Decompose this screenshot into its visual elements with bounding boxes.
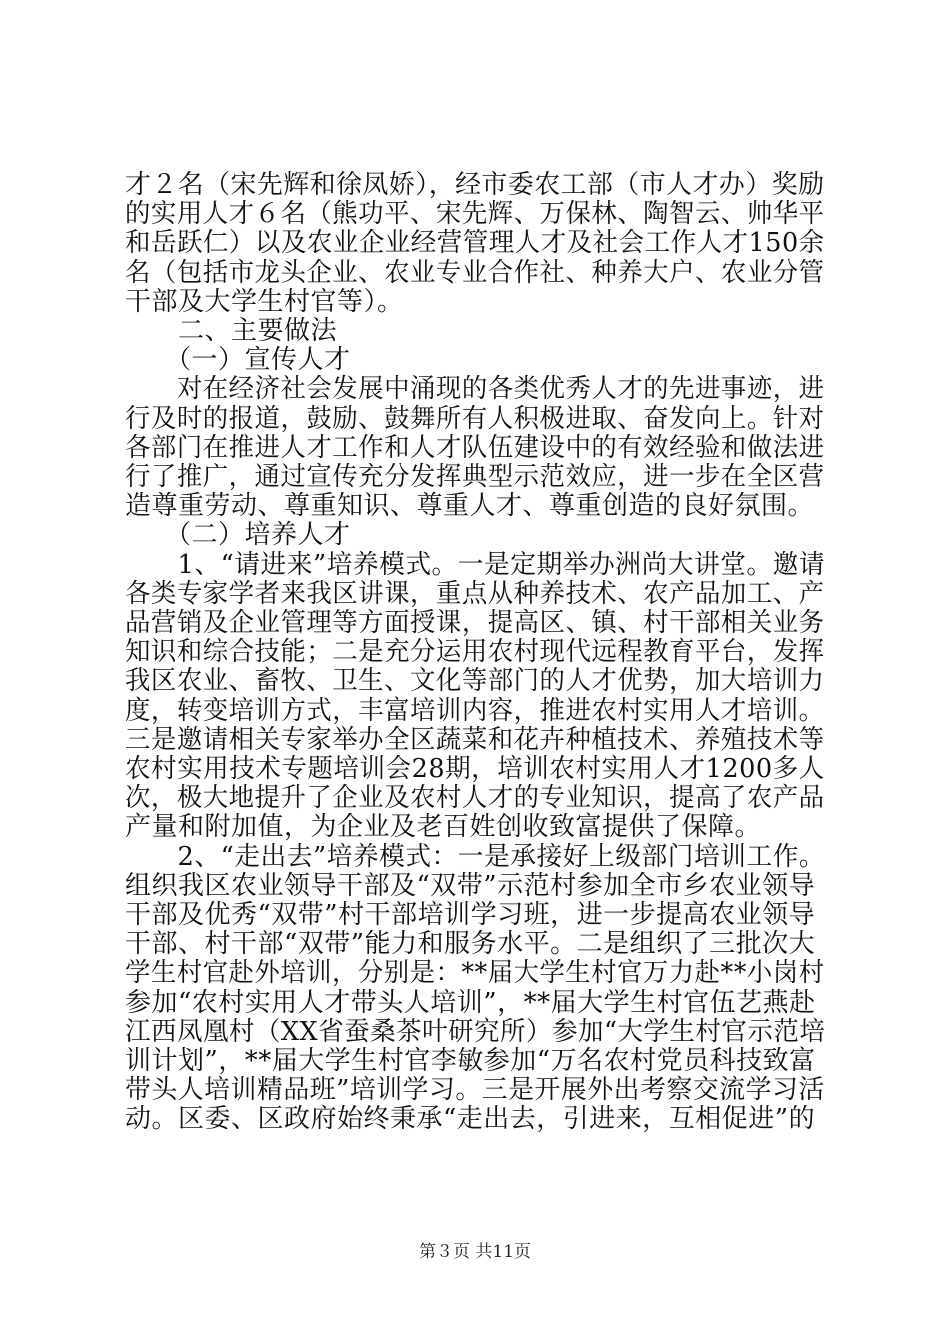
- text-line: 次，极大地提升了企业及农村人才的专业知识，提高了农产品: [125, 783, 825, 813]
- text-line: 江西凤凰村（XX省蚕桑茶叶研究所）参加“大学生村官示范培: [125, 1017, 826, 1047]
- text-line: 干部及大学生村官等）。: [125, 287, 404, 317]
- text-line: 度，转变培训方式，丰富培训内容，推进农村实用人才培训。: [125, 696, 825, 726]
- text-line: 我区农业、畜牧、卫生、文化等部门的人才优势，加大培训力: [125, 666, 825, 696]
- text-line: 参加“农村实用人才带头人培训”，**届大学生村官伍艺燕赴: [125, 988, 816, 1018]
- text-line: 的实用人才６名（熊功平、宋先辉、万保林、陶智云、帅华平: [125, 199, 825, 229]
- text-line: 名（包括市龙头企业、农业专业合作社、种养大户、农业分管: [125, 258, 825, 288]
- text-line: 带头人培训精品班”培训学习。三是开展外出考察交流学习活: [125, 1075, 825, 1105]
- text-line: 学生村官赴外培训，分别是：**届大学生村官万力赴**小岗村: [125, 958, 825, 988]
- text-line: 产量和附加值，为企业及老百姓创收致富提供了保障。: [125, 812, 762, 842]
- text-line: 行及时的报道，鼓励、鼓舞所有人积极进取、奋发向上。针对: [125, 404, 825, 434]
- text-line: 知识和综合技能；二是充分运用农村现代远程教育平台，发挥: [125, 637, 825, 667]
- text-line: 2、“走出去”培养模式：一是承接好上级部门培训工作。: [125, 842, 826, 872]
- text-line: 各部门在推进人才工作和人才队伍建设中的有效经验和做法进: [125, 433, 825, 463]
- page-footer: 第３页 共11页: [418, 1242, 532, 1262]
- text-line: 干部及优秀“双带”村干部培训学习班，进一步提高农业领导: [125, 900, 816, 930]
- text-line: 干部、村干部“双带”能力和服务水平。二是组织了三批次大: [125, 929, 816, 959]
- text-line: 才２名（宋先辉和徐凤娇），经市委农工部（市人才办）奖励: [125, 170, 825, 200]
- text-line: 动。区委、区政府始终秉承“走出去，引进来，互相促进”的: [125, 1104, 816, 1134]
- text-line: 各类专家学者来我区讲课，重点从种养技术、农产品加工、产: [125, 579, 825, 609]
- text-line: （一）宣传人才: [125, 345, 351, 375]
- text-line: 训计划”，**届大学生村官李敏参加“万名农村党员科技致富: [125, 1046, 816, 1076]
- text-line: 和岳跃仁）以及农业企业经营管理人才及社会工作人才150余: [125, 228, 825, 258]
- text-line: 1、“请进来”培养模式。一是定期举办洲尚大讲堂。邀请: [125, 550, 826, 580]
- text-line: （二）培养人才: [125, 520, 351, 550]
- text-line: 造尊重劳动、尊重知识、尊重人才、尊重创造的良好氛围。: [125, 491, 815, 521]
- text-line: 农村实用技术专题培训会28期，培训农村实用人才1200多人: [125, 754, 825, 784]
- text-line: 三是邀请相关专家举办全区蔬菜和花卉种植技术、养殖技术等: [125, 725, 825, 755]
- text-line: 组织我区农业领导干部及“双带”示范村参加全市乡农业领导: [125, 871, 816, 901]
- text-line: 品营销及企业管理等方面授课，提高区、镇、村干部相关业务: [125, 608, 825, 638]
- text-line: 行了推广，通过宣传充分发挥典型示范效应，进一步在全区营: [125, 462, 825, 492]
- text-line: 对在经济社会发展中涌现的各类优秀人才的先进事迹，进: [125, 374, 825, 404]
- text-line: 二、主要做法: [125, 316, 338, 346]
